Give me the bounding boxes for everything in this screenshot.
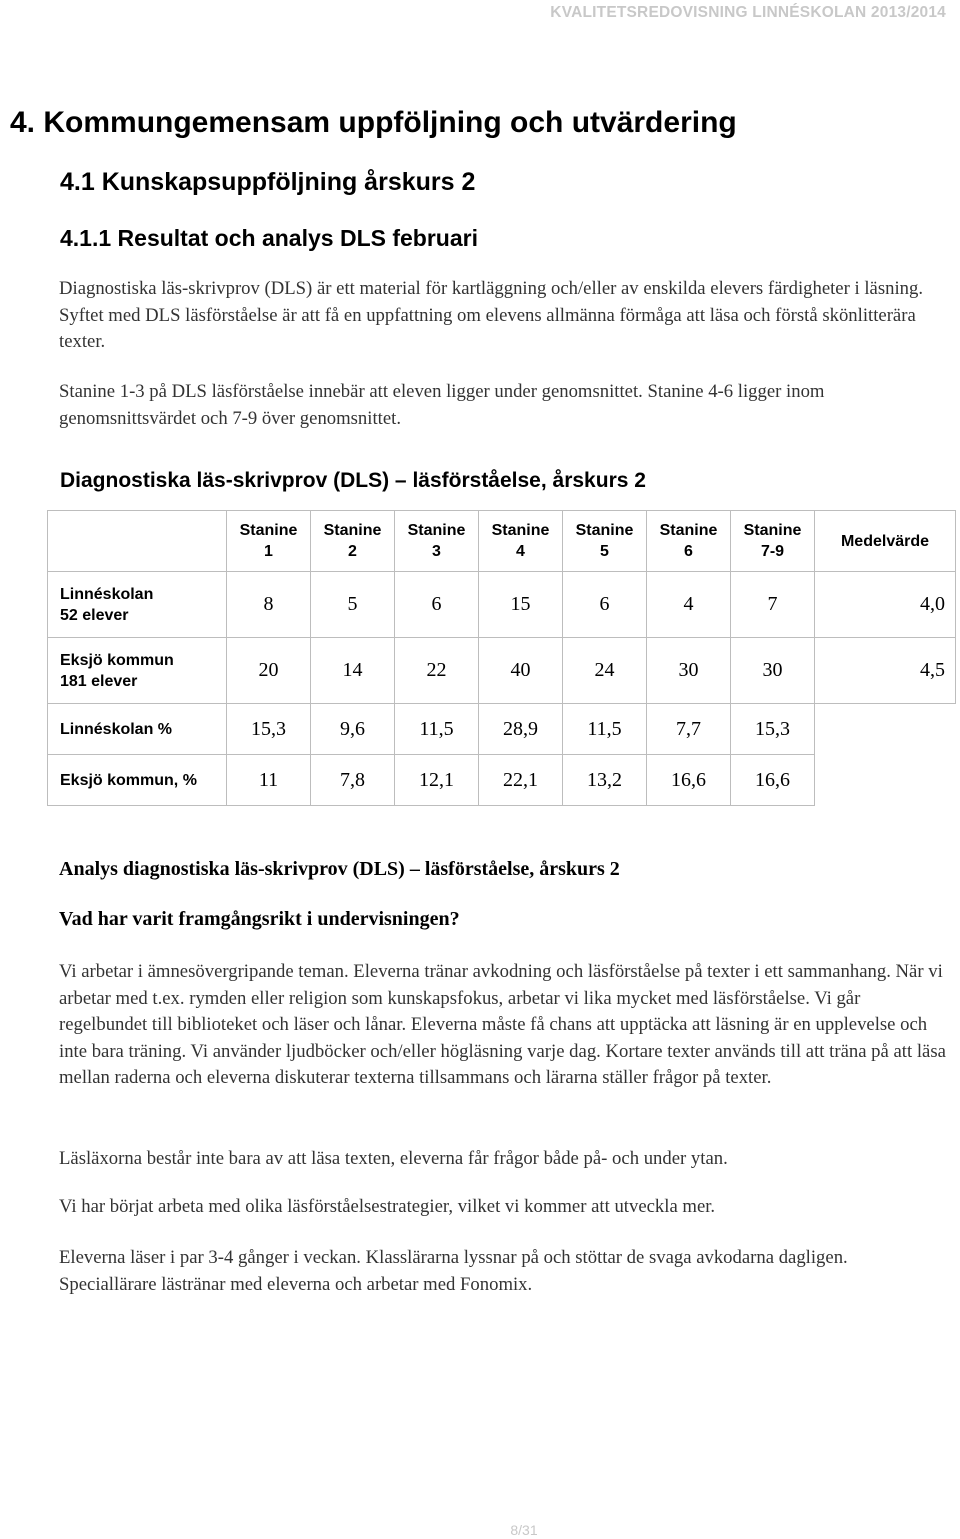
- analysis-paragraph: Vi arbetar i ämnesövergripande teman. Eleverna tränar avkodning och läsförståelse på texter i ett sammanhang. När vi arbetar med t.ex. rymden eller religion som kunskapsfokus, arbetar vi lika mycket med läsförståelse. Vi går regelbundet till biblioteket och läser och lånar. Eleverna måste få chans att upptäcka att läsning är en upplevelse och inte bara träning. Vi använder ljudböcker och/eller högläsning varje dag. Kortare texter används till att träna på att läsa mellan raderna och eleverna diskuterar texterna tillsammans och lärarna ställer frågor på texter.: [59, 961, 946, 1088]
- header-stanine-value: 4: [516, 543, 525, 560]
- header-stanine-value: 3: [432, 543, 441, 560]
- percent-cell: 7,8: [311, 755, 395, 806]
- count-cell: 40: [479, 638, 563, 704]
- percent-cell: 7,7: [647, 704, 731, 755]
- mean-cell: 4,0: [815, 572, 956, 638]
- row-label-line: 52 elever: [60, 606, 129, 624]
- running-header: KVALITETSREDOVISNING LINNÉSKOLAN 2013/2014: [550, 4, 946, 21]
- percent-cell: 9,6: [311, 704, 395, 755]
- header-corner-cell: [48, 511, 227, 572]
- percent-cell: 15,3: [731, 704, 815, 755]
- count-cell: 22: [395, 638, 479, 704]
- count-cell: 24: [563, 638, 647, 704]
- mean-cell: 4,5: [815, 638, 956, 704]
- count-cell: 6: [563, 572, 647, 638]
- row-label-eksjo-kommun-percent: Eksjö kommun, %: [48, 755, 227, 806]
- header-label: Stanine: [407, 522, 466, 539]
- count-cell: 7: [731, 572, 815, 638]
- table-row: [48, 572, 956, 638]
- percent-cell: 15,3: [227, 704, 311, 755]
- percent-cell: 16,6: [731, 755, 815, 806]
- percent-cell: 28,9: [479, 704, 563, 755]
- analysis-paragraph: Läsläxorna består inte bara av att läsa texten, eleverna får frågor både på- och under ytan.: [59, 1148, 728, 1169]
- header-stanine-7-9: [731, 511, 815, 572]
- header-stanine-value: 2: [348, 543, 357, 560]
- header-label: Stanine: [491, 522, 550, 539]
- count-cell: 30: [731, 638, 815, 704]
- table-row: [48, 638, 956, 704]
- header-label: Stanine: [743, 522, 802, 539]
- analysis-paragraph: Eleverna läser i par 3-4 gånger i veckan. Klasslärarna lyssnar på och stöttar de svaga avkodarna dagligen. Speciallärare lästränar med eleverna och arbetar med Fonomix.: [59, 1247, 848, 1295]
- count-cell: 20: [227, 638, 311, 704]
- intro-paragraph: Diagnostiska läs-skrivprov (DLS) är ett material för kartläggning och/eller av enskilda elevers färdigheter i läsning. Syftet med DLS läsförståelse är att få en uppfattning om elevens allmänna förmåga att läsa och förstå skönlitterära texter.: [59, 278, 924, 352]
- stanine-explanation-paragraph: Stanine 1-3 på DLS läsförståelse innebär att eleven ligger under genomsnittet. Stanine 4-6 ligger inom genomsnittsvärdet och 7-9 över genomsnittet.: [59, 381, 825, 429]
- percent-cell: 11: [227, 755, 311, 806]
- page-number: 8/31: [510, 1522, 538, 1538]
- count-cell: 5: [311, 572, 395, 638]
- header-label: Stanine: [239, 522, 298, 539]
- empty-cell: [815, 755, 956, 806]
- header-label: Stanine: [323, 522, 382, 539]
- analysis-paragraph: Vi har börjat arbeta med olika läsförståelsestrategier, vilket vi kommer att utveckla mer.: [59, 1196, 716, 1217]
- header-stanine-4: [479, 511, 563, 572]
- percent-cell: 11,5: [395, 704, 479, 755]
- header-label: Stanine: [575, 522, 634, 539]
- table-row: [48, 704, 956, 755]
- percent-cell: 11,5: [563, 704, 647, 755]
- row-label-line: Linnéskolan: [60, 585, 154, 603]
- section-heading: 4. Kommungemensam uppföljning och utvärdering: [10, 106, 737, 139]
- row-label-line: 181 elever: [60, 672, 138, 690]
- header-stanine-1: [227, 511, 311, 572]
- count-cell: 6: [395, 572, 479, 638]
- count-cell: 15: [479, 572, 563, 638]
- header-label: Stanine: [659, 522, 718, 539]
- dls-results-table: [47, 510, 956, 806]
- table-row: [48, 755, 956, 806]
- header-stanine-value: 6: [684, 543, 693, 560]
- analysis-question: Vad har varit framgångsrikt i undervisningen?: [59, 908, 460, 930]
- row-label-line: Eksjö kommun: [60, 651, 174, 669]
- percent-cell: 22,1: [479, 755, 563, 806]
- count-cell: 8: [227, 572, 311, 638]
- subsubsection-heading: 4.1.1 Resultat och analys DLS februari: [60, 225, 478, 251]
- header-stanine-2: [311, 511, 395, 572]
- table-header-row: [48, 511, 956, 572]
- count-cell: 4: [647, 572, 731, 638]
- empty-cell: [815, 704, 956, 755]
- header-stanine-5: [563, 511, 647, 572]
- count-cell: 30: [647, 638, 731, 704]
- header-stanine-6: [647, 511, 731, 572]
- row-label-linneskolan: [48, 572, 227, 638]
- header-stanine-value: 5: [600, 543, 609, 560]
- header-mean: Medelvärde: [815, 511, 956, 572]
- subsection-heading: 4.1 Kunskapsuppföljning årskurs 2: [60, 168, 476, 196]
- percent-cell: 13,2: [563, 755, 647, 806]
- count-cell: 14: [311, 638, 395, 704]
- header-stanine-value: 7-9: [760, 543, 785, 560]
- header-stanine-3: [395, 511, 479, 572]
- percent-cell: 12,1: [395, 755, 479, 806]
- header-stanine-value: 1: [264, 543, 273, 560]
- row-label-eksjo-kommun: [48, 638, 227, 704]
- percent-cell: 16,6: [647, 755, 731, 806]
- row-label-linneskolan-percent: Linnéskolan %: [48, 704, 227, 755]
- analysis-heading: Analys diagnostiska läs-skrivprov (DLS) – läsförståelse, årskurs 2: [59, 858, 620, 880]
- table-title: Diagnostiska läs-skrivprov (DLS) – läsförståelse, årskurs 2: [60, 469, 646, 492]
